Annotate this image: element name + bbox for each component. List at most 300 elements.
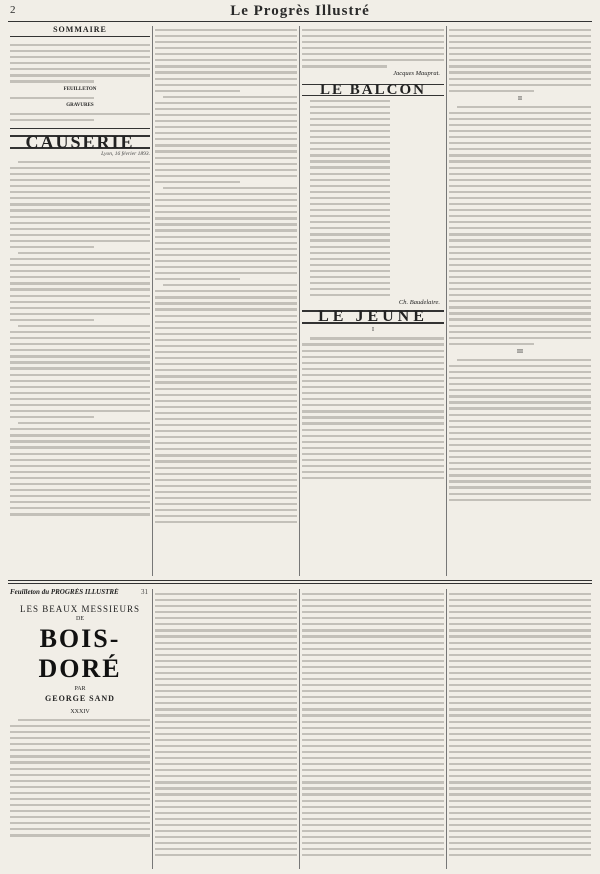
text-line (10, 197, 150, 199)
text-line (449, 252, 591, 254)
text-line (302, 800, 444, 802)
sommaire-title: SOMMAIRE (53, 25, 107, 34)
text-line (449, 757, 591, 759)
text-line (155, 388, 297, 390)
text-line (449, 371, 591, 373)
text-line (155, 266, 297, 268)
text-line (155, 71, 297, 73)
column-rule (446, 26, 447, 576)
text-line (155, 290, 297, 292)
text-line (155, 666, 297, 668)
text-line (163, 187, 297, 189)
text-line (310, 173, 390, 175)
text-line (155, 593, 297, 595)
text-line (155, 418, 297, 420)
text-line (10, 737, 150, 739)
text-line (449, 660, 591, 662)
text-line (10, 74, 150, 76)
text-line (10, 307, 150, 309)
text-line (10, 434, 150, 436)
column-2 (155, 25, 297, 577)
text-line (449, 629, 591, 631)
text-line (10, 62, 150, 64)
text-line (155, 369, 297, 371)
jeune-section-3: III (517, 348, 523, 355)
text-line (155, 114, 297, 116)
text-line (449, 84, 591, 86)
text-line (449, 456, 591, 458)
text-line (310, 166, 390, 168)
text-line (310, 154, 390, 156)
text-line (10, 810, 150, 812)
text-line (155, 157, 297, 159)
text-line (302, 854, 444, 856)
text-line (449, 444, 591, 446)
feuilleton-by: PAR (74, 686, 86, 692)
text-line (449, 41, 591, 43)
text-line (155, 812, 297, 814)
text-line (302, 642, 444, 644)
text-line (10, 755, 150, 757)
text-line (310, 294, 390, 296)
text-line (155, 599, 297, 601)
text-line (302, 605, 444, 607)
text-line (302, 593, 444, 595)
text-line (302, 733, 444, 735)
feuilleton-column-2 (155, 589, 297, 871)
text-line (449, 270, 591, 272)
text-line (310, 246, 390, 248)
text-line (302, 635, 444, 637)
text-line (302, 380, 444, 382)
text-line (449, 499, 591, 501)
text-line (155, 175, 297, 177)
balcon-signature: Ch. Baudelaire. (398, 299, 440, 307)
text-line (155, 339, 297, 341)
text-line (155, 65, 297, 67)
text-line (302, 812, 444, 814)
text-line (155, 102, 297, 104)
text-line (302, 362, 444, 364)
text-line (155, 648, 297, 650)
sommaire-box (10, 36, 150, 129)
text-line (310, 221, 390, 223)
text-line (449, 29, 591, 31)
text-line (449, 708, 591, 710)
text-line (155, 211, 297, 213)
text-line (449, 733, 591, 735)
text-line (449, 468, 591, 470)
text-line (449, 824, 591, 826)
text-line (449, 593, 591, 595)
text-line (302, 368, 444, 370)
text-line (10, 264, 150, 266)
text-line (155, 205, 297, 207)
text-line (10, 68, 150, 70)
text-line (449, 209, 591, 211)
text-line (449, 389, 591, 391)
text-line (155, 47, 297, 49)
text-line (302, 447, 444, 449)
text-line (310, 258, 390, 260)
text-line (163, 284, 297, 286)
text-line (155, 138, 297, 140)
text-line (302, 842, 444, 844)
text-line (449, 678, 591, 680)
balcon-title: LE BALCON (302, 84, 444, 96)
text-line (449, 148, 591, 150)
column-rule (299, 26, 300, 576)
text-line (449, 78, 591, 80)
text-line (155, 660, 297, 662)
text-line (155, 321, 297, 323)
text-line (449, 239, 591, 241)
text-line (155, 400, 297, 402)
text-line (10, 246, 94, 248)
text-line (155, 830, 297, 832)
text-line (302, 611, 444, 613)
text-line (155, 635, 297, 637)
text-line (155, 375, 297, 377)
text-line (155, 424, 297, 426)
text-line (155, 41, 297, 43)
text-line (302, 453, 444, 455)
feuilleton-column-4 (449, 589, 591, 871)
text-line (302, 410, 444, 412)
text-line (155, 132, 297, 134)
text-line (10, 173, 150, 175)
text-line (10, 313, 150, 315)
feuilleton-chapter: XXXIV (70, 709, 90, 715)
text-line (449, 648, 591, 650)
text-line (449, 395, 591, 397)
jeune-section-2: II (518, 95, 522, 102)
text-line (155, 842, 297, 844)
text-line (155, 272, 297, 274)
text-line (155, 29, 297, 31)
feuilleton (10, 588, 150, 868)
text-line (302, 41, 444, 43)
text-line (449, 124, 591, 126)
text-line (457, 359, 591, 361)
text-line (10, 331, 150, 333)
text-line (449, 684, 591, 686)
text-line (302, 714, 444, 716)
text-line (10, 282, 150, 284)
text-line (155, 806, 297, 808)
text-line (449, 617, 591, 619)
page-number: 2 (10, 4, 16, 16)
text-line (302, 672, 444, 674)
text-line (155, 617, 297, 619)
text-line (10, 834, 150, 836)
text-line (10, 209, 150, 211)
text-line (302, 830, 444, 832)
text-line (449, 480, 591, 482)
text-line (302, 848, 444, 850)
text-line (449, 53, 591, 55)
text-line (302, 398, 444, 400)
text-line (302, 836, 444, 838)
text-line (10, 725, 150, 727)
text-line (310, 270, 390, 272)
text-line (155, 485, 297, 487)
text-line (302, 763, 444, 765)
text-line (10, 816, 150, 818)
text-line (302, 29, 444, 31)
column-3 (302, 25, 444, 577)
text-line (155, 787, 297, 789)
text-line (10, 798, 150, 800)
text-line (449, 745, 591, 747)
text-line (155, 199, 297, 201)
feuilleton-divider (8, 583, 592, 584)
text-line (302, 617, 444, 619)
feuilleton-title-line-1: LES BEAUX MESSIEURS (19, 604, 140, 614)
text-line (155, 35, 297, 37)
text-line (155, 708, 297, 710)
text-line (449, 300, 591, 302)
text-line (310, 130, 390, 132)
text-line (449, 221, 591, 223)
text-line (449, 721, 591, 723)
text-line (10, 428, 150, 430)
text-line (449, 635, 591, 637)
text-line (18, 719, 150, 721)
text-line (302, 416, 444, 418)
text-line (10, 774, 150, 776)
column-1 (10, 25, 150, 577)
text-line (310, 215, 390, 217)
text-line (155, 733, 297, 735)
sommaire-feuilleton-label: FEUILLETON (63, 86, 97, 92)
text-line (449, 432, 591, 434)
text-line (10, 398, 150, 400)
text-line (310, 112, 390, 114)
text-line (10, 240, 150, 242)
text-line (302, 350, 444, 352)
text-line (10, 501, 150, 503)
text-line (302, 47, 444, 49)
feuilleton-divider (8, 580, 592, 581)
text-line (449, 812, 591, 814)
article-signature: Jacques Mauprat. (393, 70, 440, 78)
text-line (449, 462, 591, 464)
text-line (302, 471, 444, 473)
text-line (155, 473, 297, 475)
text-line (302, 392, 444, 394)
text-line (155, 745, 297, 747)
text-line (449, 167, 591, 169)
text-line (302, 660, 444, 662)
text-line (449, 318, 591, 320)
text-line (302, 435, 444, 437)
text-line (449, 383, 591, 385)
text-line (449, 136, 591, 138)
text-line (155, 448, 297, 450)
text-line (10, 167, 150, 169)
text-line (302, 727, 444, 729)
text-line (10, 749, 150, 751)
text-line (302, 629, 444, 631)
text-line (10, 361, 150, 363)
text-line (155, 236, 297, 238)
text-line (449, 331, 591, 333)
text-line (449, 493, 591, 495)
text-line (155, 611, 297, 613)
text-line (10, 191, 150, 193)
text-line (155, 836, 297, 838)
text-line (449, 35, 591, 37)
text-line (310, 100, 390, 102)
text-line (10, 761, 150, 763)
text-line (155, 654, 297, 656)
text-line (155, 793, 297, 795)
text-line (155, 120, 297, 122)
text-line (449, 800, 591, 802)
text-line (302, 739, 444, 741)
text-line (10, 301, 150, 303)
text-line (10, 374, 150, 376)
text-line (449, 264, 591, 266)
text-line (449, 611, 591, 613)
text-line (449, 401, 591, 403)
text-line (310, 276, 390, 278)
text-line (10, 768, 150, 770)
text-line (302, 690, 444, 692)
text-line (449, 426, 591, 428)
text-line (10, 113, 150, 115)
text-line (18, 161, 150, 163)
text-line (449, 672, 591, 674)
text-line (155, 497, 297, 499)
text-line (155, 406, 297, 408)
text-line (449, 343, 534, 345)
text-line (10, 416, 94, 418)
text-line (10, 828, 150, 830)
text-line (10, 276, 150, 278)
text-line (449, 848, 591, 850)
text-line (155, 503, 297, 505)
text-line (155, 363, 297, 365)
feuilleton-column-3 (302, 589, 444, 871)
text-line (449, 185, 591, 187)
text-line (155, 824, 297, 826)
page-header (0, 0, 600, 24)
text-line (449, 654, 591, 656)
text-line (10, 203, 150, 205)
text-line (449, 59, 591, 61)
text-line (155, 163, 297, 165)
column-rule (446, 589, 447, 869)
text-line (155, 714, 297, 716)
text-line (10, 270, 150, 272)
text-line (155, 394, 297, 396)
text-line (302, 757, 444, 759)
text-line (449, 160, 591, 162)
text-line (449, 842, 591, 844)
text-line (302, 35, 444, 37)
text-line (155, 144, 297, 146)
text-line (449, 246, 591, 248)
text-line (10, 222, 150, 224)
column-rule (299, 589, 300, 869)
text-line (449, 666, 591, 668)
text-line (302, 702, 444, 704)
text-line (449, 420, 591, 422)
text-line (155, 739, 297, 741)
text-line (10, 471, 150, 473)
text-line (310, 337, 444, 339)
text-line (302, 429, 444, 431)
text-line (449, 118, 591, 120)
text-line (10, 50, 150, 52)
text-line (10, 343, 150, 345)
text-line (449, 276, 591, 278)
text-line (10, 731, 150, 733)
text-line (10, 459, 150, 461)
text-line (310, 124, 390, 126)
text-line (449, 763, 591, 765)
text-line (310, 191, 390, 193)
text-line (449, 288, 591, 290)
text-line (302, 459, 444, 461)
text-line (155, 721, 297, 723)
text-line (310, 106, 390, 108)
text-line (155, 818, 297, 820)
sommaire-gravures-label: GRAVURES (66, 102, 94, 108)
text-line (10, 804, 150, 806)
text-line (155, 351, 297, 353)
text-line (155, 260, 297, 262)
text-line (155, 169, 297, 171)
text-line (449, 769, 591, 771)
text-line (302, 356, 444, 358)
text-line (449, 233, 591, 235)
text-line (449, 806, 591, 808)
text-line (155, 193, 297, 195)
jeune-title: LE JEUNE (302, 310, 444, 324)
text-line (10, 44, 150, 46)
text-line (302, 386, 444, 388)
text-line (449, 690, 591, 692)
text-line (302, 806, 444, 808)
text-line (155, 702, 297, 704)
text-line (310, 209, 390, 211)
text-line (449, 727, 591, 729)
text-line (155, 848, 297, 850)
text-line (155, 781, 297, 783)
causerie-body (10, 161, 150, 516)
feuilleton-number: 31 (141, 588, 148, 596)
text-line (155, 642, 297, 644)
feuilleton-header: Feuilleton du PROGRÈS ILLUSTRÉ (10, 588, 119, 596)
text-line (155, 479, 297, 481)
text-line (155, 217, 297, 219)
text-line (155, 181, 240, 183)
text-line (302, 374, 444, 376)
text-line (155, 254, 297, 256)
text-line (10, 495, 150, 497)
text-line (10, 216, 150, 218)
text-line (10, 295, 150, 297)
column-rule (152, 26, 153, 576)
text-line (155, 242, 297, 244)
text-line (10, 743, 150, 745)
text-line (155, 751, 297, 753)
text-line (10, 792, 150, 794)
text-line (457, 106, 591, 108)
